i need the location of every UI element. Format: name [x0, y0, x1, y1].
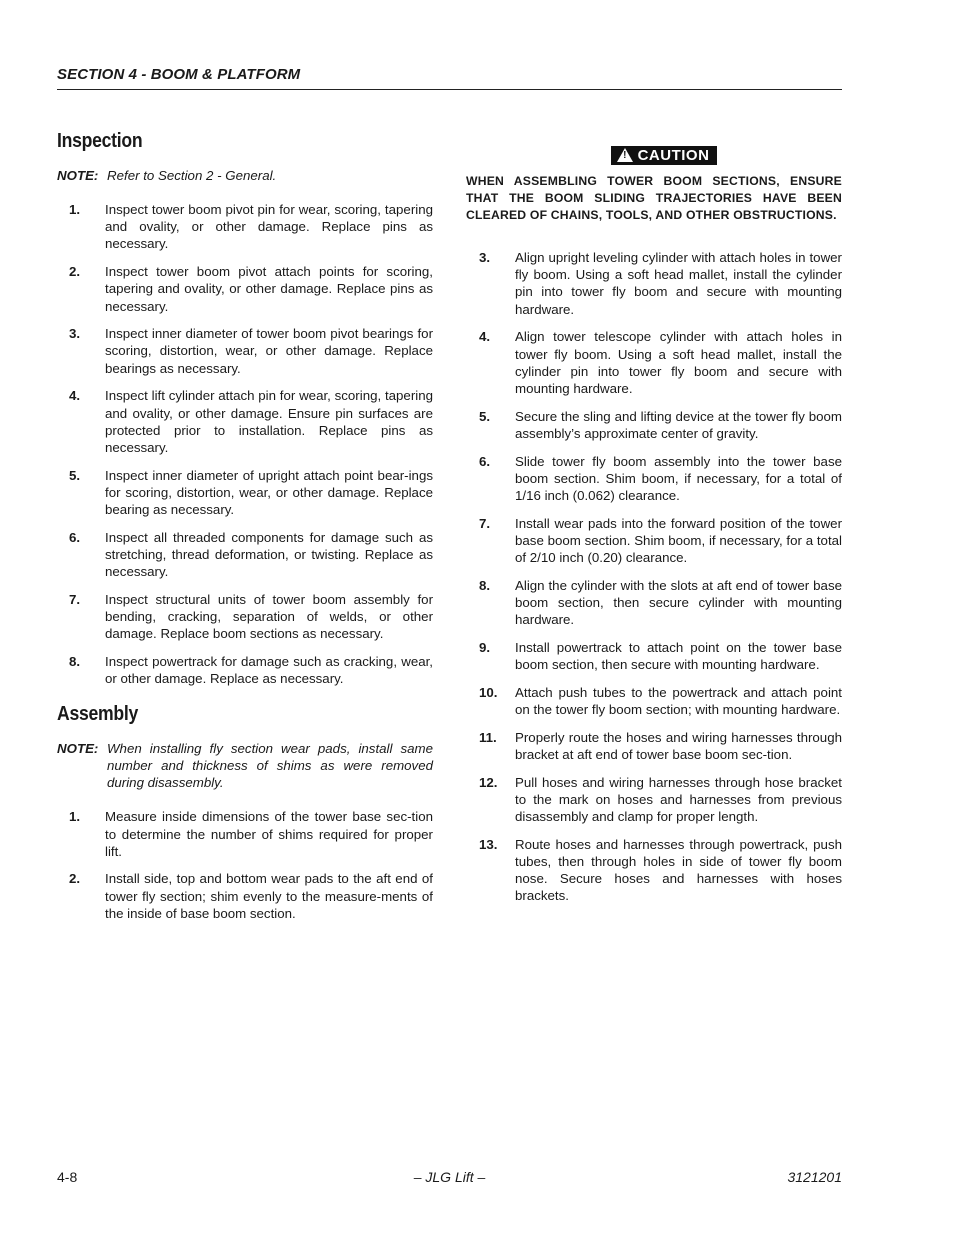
list-item	[57, 325, 433, 377]
item-text: Inspect tower boom pivot pin for wear, scoring, tapering and ovality, or other damage. Replace pins as necessary.	[105, 202, 433, 252]
item-number	[466, 639, 515, 673]
section-header: SECTION 4 - BOOM & PLATFORM	[57, 66, 842, 90]
list-item	[466, 328, 842, 397]
assembly-list	[57, 808, 433, 922]
list-item	[57, 201, 433, 253]
item-number-text: 5.	[479, 408, 491, 424]
item-text: Inspect tower boom pivot attach points for scoring, tapering and ovality, or other damage. Replace pins as necessary.	[105, 264, 433, 314]
item-text: Secure the sling and lifting device at the tower fly boom assembly’s approximate center of gravity.	[515, 408, 842, 441]
item-number-text: 11.	[479, 729, 497, 745]
item-text: Align upright leveling cylinder with attach holes in tower fly boom. Using a soft head mallet, install the cylinder pin into tower fly boom and secure with mounting hardware.	[515, 250, 842, 317]
item-number-text: 7.	[69, 591, 81, 607]
item-number-text: 8.	[479, 577, 491, 593]
item-number	[57, 263, 105, 315]
item-number-text: 7.	[479, 515, 491, 531]
item-number	[57, 387, 105, 456]
page-number: 4-8	[57, 1169, 78, 1185]
item-text: Inspect lift cylinder attach pin for wear, scoring, tapering and ovality, or other damage. Ensure pin surfaces are protected prior to installation. Replace pins as necessary.	[105, 388, 433, 455]
left-column	[57, 130, 433, 933]
item-number-text: 3.	[69, 326, 81, 342]
caution-banner	[466, 146, 842, 165]
list-item	[466, 453, 842, 505]
item-text: Align the cylinder with the slots at aft end of tower base boom section, then secure cylinder with mounting hardware.	[515, 577, 842, 628]
item-text: Pull hoses and wiring harnesses through hose bracket to the mark on hoses and harnesses from previous disassembly and clamp for proper length.	[515, 774, 842, 824]
item-number	[466, 729, 515, 763]
note-label: NOTE:	[57, 168, 99, 183]
item-text: Attach push tubes to the powertrack and attach point on the tower fly boom section; with mounting hardware.	[515, 684, 842, 717]
footer-title: – JLG Lift –	[413, 1169, 486, 1185]
item-number-text: 10.	[479, 684, 498, 700]
note-text: Refer to Section 2 - General.	[107, 168, 277, 183]
item-number-text: 2.	[69, 871, 81, 887]
item-number	[57, 529, 105, 581]
list-item	[466, 836, 842, 905]
assembly-note	[57, 740, 433, 791]
item-text: Inspect inner diameter of upright attach point bear-ings for scoring, distortion, wear, or other damage. Replace bearing as necessary.	[105, 467, 433, 518]
list-item	[466, 774, 842, 826]
item-text: Inspect inner diameter of tower boom pivot bearings for scoring, distortion, wear, or other damage. Replace bearings as necessary.	[105, 326, 433, 376]
list-item	[57, 263, 433, 315]
item-number-text: 4.	[479, 329, 491, 345]
item-text: Properly route the hoses and wiring harnesses through bracket at aft end of tower base boom sec-tion.	[515, 729, 842, 762]
item-number-text: 12.	[479, 774, 498, 790]
list-item	[57, 387, 433, 456]
list-item	[57, 467, 433, 519]
inspection-note	[57, 167, 433, 184]
item-number-text: 1.	[69, 809, 81, 825]
item-number	[57, 808, 105, 860]
list-item	[466, 249, 842, 318]
item-text: Install powertrack to attach point on the tower base boom section, then secure with mounting hardware.	[515, 639, 842, 673]
list-item	[466, 577, 842, 629]
item-text: Measure inside dimensions of the tower base sec-tion to determine the number of shims required for proper lift.	[105, 809, 433, 859]
item-number	[466, 453, 515, 505]
item-text: Align tower telescope cylinder with attach holes in tower fly boom. Using a soft head mallet, install the cylinder pin into tower fly boom and secure with mounting hardware.	[515, 329, 842, 396]
item-text: Install wear pads into the forward position of the tower base boom section. Shim boom, if necessary, for a total of 2/10 inch (0.20) clearance.	[515, 515, 842, 566]
item-text: Slide tower fly boom assembly into the tower base boom section. Shim boom, if necessary, for a total of 1/16 inch (0.062) clearance.	[515, 453, 842, 503]
list-item	[57, 653, 433, 687]
item-number	[57, 201, 105, 253]
warning-icon: !	[617, 148, 633, 162]
assembly-steps-list	[466, 249, 842, 905]
list-item	[466, 684, 842, 718]
item-number	[466, 836, 515, 905]
item-number-text: 13.	[479, 836, 498, 852]
list-item	[466, 515, 842, 567]
list-item	[57, 870, 433, 922]
item-number	[466, 577, 515, 629]
note-label: NOTE:	[57, 741, 99, 757]
caution-badge	[611, 146, 718, 165]
item-number-text: 8.	[69, 653, 81, 669]
inspection-heading: Inspection	[57, 130, 143, 152]
item-number-text: 6.	[479, 453, 491, 469]
item-text: Inspect powertrack for damage such as cracking, wear, or other damage. Replace as necessary.	[105, 653, 433, 687]
inspection-list	[57, 201, 433, 687]
list-item	[57, 808, 433, 860]
item-number-text: 9.	[479, 639, 491, 655]
item-text: Inspect all threaded components for damage such as stretching, thread deformation, or twisting. Replace as necessary.	[105, 529, 433, 580]
document-number: 3121201	[787, 1169, 842, 1185]
item-text: Install side, top and bottom wear pads to the aft end of tower fly section; shim evenly to the measure-ments of the inside of base boom section.	[105, 871, 433, 921]
item-number	[466, 515, 515, 567]
item-text: Inspect structural units of tower boom assembly for bending, cracking, separation of welds, or other damage. Replace boom sections as necessary.	[105, 591, 433, 642]
list-item	[466, 729, 842, 763]
item-number-text: 6.	[69, 529, 81, 545]
caution-text: WHEN ASSEMBLING TOWER BOOM SECTIONS, ENSURE THAT THE BOOM SLIDING TRAJECTORIES HAVE BEEN CLEARED OF CHAINS, TOOLS, AND OTHER OBSTRUCTIONS.	[466, 174, 842, 222]
item-number	[57, 467, 105, 519]
item-number	[466, 774, 515, 826]
item-number	[57, 870, 105, 922]
list-item	[57, 591, 433, 643]
item-number-text: 4.	[69, 388, 81, 404]
item-number	[466, 684, 515, 718]
item-number	[466, 408, 515, 442]
assembly-heading: Assembly	[57, 703, 139, 726]
note-text: When installing fly section wear pads, install same number and thickness of shims as were removed during disassembly.	[107, 741, 433, 791]
list-item	[57, 529, 433, 581]
item-number	[466, 328, 515, 397]
right-column	[466, 146, 842, 915]
item-text: Route hoses and harnesses through powertrack, push tubes, then through holes in side of tower fly boom nose. Secure hoses and harnesses with hoses brackets.	[515, 836, 842, 904]
item-number-text: 5.	[69, 467, 81, 483]
item-number	[466, 249, 515, 318]
item-number	[57, 653, 105, 687]
list-item	[466, 408, 842, 442]
item-number-text: 3.	[479, 250, 491, 265]
item-number-text: 2.	[69, 264, 81, 280]
item-number	[57, 325, 105, 377]
caution-label: CAUTION	[637, 147, 710, 164]
item-number-text: 1.	[69, 202, 81, 217]
list-item	[466, 639, 842, 673]
item-number	[57, 591, 105, 643]
